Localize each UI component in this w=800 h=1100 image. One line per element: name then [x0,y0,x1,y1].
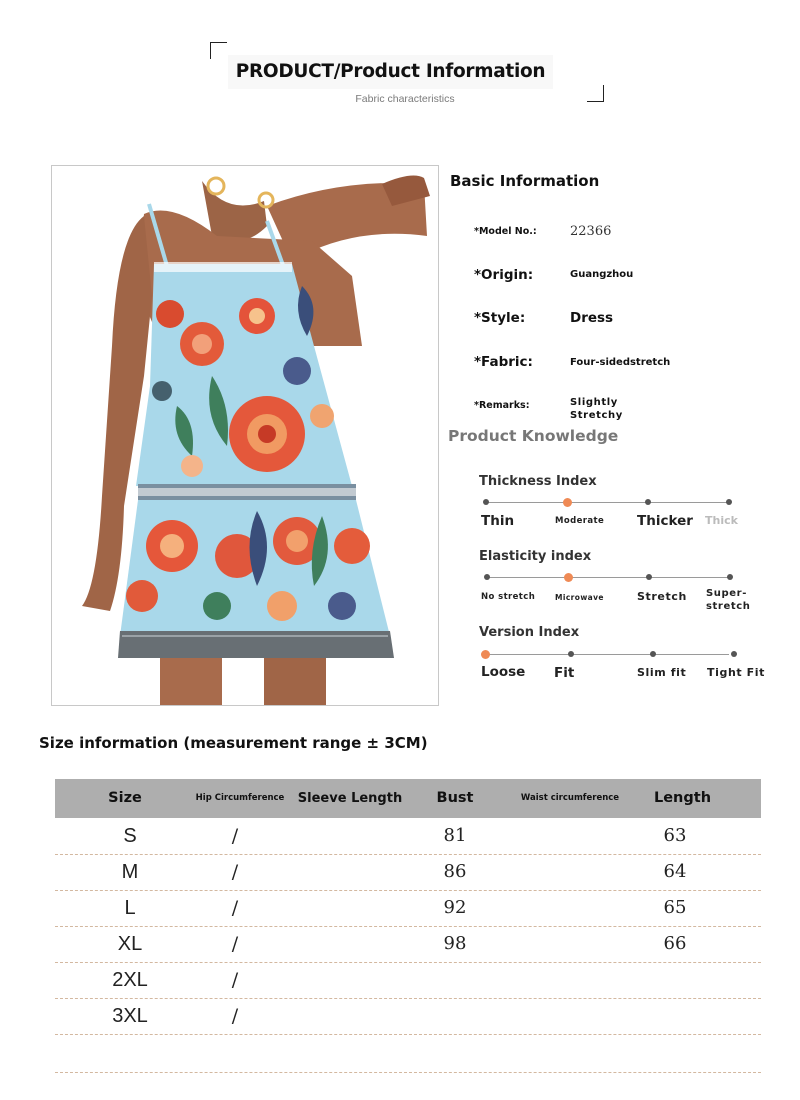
page-subtitle: Fabric characteristics [355,93,455,105]
thickness-option-thicker: Thicker [637,513,693,529]
remarks-label: *Remarks: [474,400,530,411]
cell-hip: / [231,825,239,847]
col-waist-circumference: Waist circumference [520,793,620,803]
origin-label: *Origin: [474,267,534,283]
thickness-option-thin: Thin [481,513,515,529]
version-option-fit: Fit [554,665,575,681]
cell-size: 3XL [112,1005,148,1027]
thickness-dot-thicker [645,499,651,505]
cell-length: 63 [663,825,687,846]
cell-bust: 86 [443,861,467,882]
product-knowledge-heading: Product Knowledge [448,427,619,445]
elasticity-dot-no-stretch [484,574,490,580]
remarks-value: Slightly Stretchy [570,397,623,421]
cell-hip: / [231,933,239,955]
elasticity-dot-microwave-selected [564,573,573,582]
cell-hip: / [231,969,239,991]
version-dot-fit [568,651,574,657]
size-table-header [55,779,761,818]
thickness-dot-thick [726,499,732,505]
thickness-index-title: Thickness Index [479,474,597,489]
table-row-empty [55,1036,761,1073]
thickness-dot-thin [483,499,489,505]
col-hip-circumference: Hip Circumference [195,793,285,803]
frame-corner-top-left [210,42,227,59]
col-size: Size [108,790,142,806]
cell-length: 64 [663,861,687,882]
cell-size: S [123,825,137,847]
size-info-heading: Size information (measurement range ± 3CM) [39,734,428,752]
version-option-loose: Loose [481,664,526,680]
basic-info-heading: Basic Information [450,172,600,190]
thickness-scale-line [486,502,729,503]
version-scale-line [486,654,729,655]
col-length: Length [653,790,712,806]
fabric-label: *Fabric: [474,354,533,370]
dress-model-illustration [52,166,438,705]
cell-size: L [124,897,136,919]
table-row [55,854,761,891]
style-label: *Style: [474,310,526,326]
elasticity-option-microwave: Microwave [555,593,604,602]
cell-size: M [121,861,139,883]
style-value: Dress [570,310,614,326]
version-dot-tight-fit [731,651,737,657]
cell-size: 2XL [112,969,148,991]
thickness-dot-moderate-selected [563,498,572,507]
elasticity-option-stretch: Stretch [637,590,687,603]
table-row [55,818,761,855]
cell-size: XL [117,933,143,955]
page-title: PRODUCT/Product Information [228,55,553,89]
cell-bust: 98 [443,933,467,954]
table-row [55,890,761,927]
version-option-slim-fit: Slim fit [637,666,687,679]
elasticity-dot-super-stretch [727,574,733,580]
product-photo [51,165,439,706]
elasticity-scale-line [486,577,729,578]
version-option-tight-fit: Tight Fit [707,666,766,679]
thickness-option-thick: Thick [705,514,738,527]
version-index-title: Version Index [479,625,580,640]
cell-length: 66 [663,933,687,954]
col-sleeve-length: Sleeve Length [297,791,403,806]
cell-hip: / [231,1005,239,1027]
elasticity-dot-stretch [646,574,652,580]
model-no-label: *Model No.: [474,226,537,237]
table-row [55,962,761,999]
model-no-value: 22366 [570,224,612,239]
cell-bust: 81 [443,825,467,846]
cell-hip: / [231,861,239,883]
elasticity-option-super-stretch: Super-stretch [706,588,751,612]
cell-hip: / [231,897,239,919]
elasticity-index-title: Elasticity index [479,549,592,564]
version-dot-loose-selected [481,650,490,659]
frame-corner-bottom-right [587,85,604,102]
table-row [55,998,761,1035]
thickness-option-moderate: Moderate [555,516,605,526]
col-bust: Bust [436,790,474,806]
table-row [55,926,761,963]
cell-bust: 92 [443,897,467,918]
cell-length: 65 [663,897,687,918]
origin-value: Guangzhou [570,269,634,280]
elasticity-option-no-stretch: No stretch [481,592,536,602]
version-dot-slim-fit [650,651,656,657]
fabric-value: Four-sidedstretch [570,357,671,368]
